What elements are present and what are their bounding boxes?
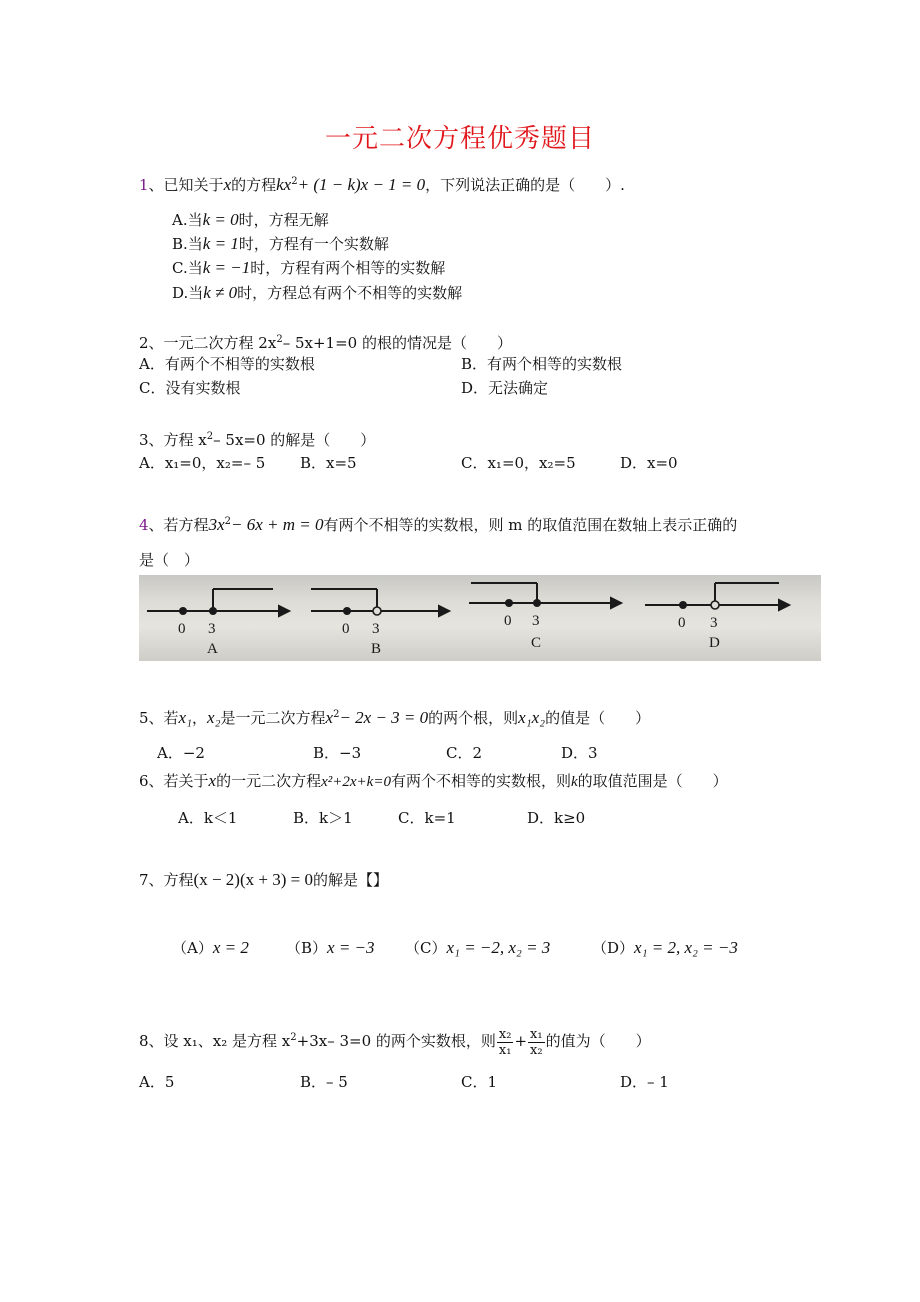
- question-1-option-a: A.当k = 0时，方程无解: [172, 210, 329, 229]
- label-a-three: 3: [208, 621, 216, 637]
- question-6-option-b: B．k＞1: [293, 809, 353, 827]
- label-c-zero: 0: [504, 613, 512, 629]
- page-title: 一元二次方程优秀题目: [324, 124, 595, 154]
- question-1-number: 1: [139, 176, 149, 194]
- number-line-figure: [139, 575, 821, 661]
- question-6-option-c: C．k=1: [398, 809, 456, 827]
- question-5-stem: 5、若x₁，x₂是一元二次方程$x^2- 2x - 3 = 0$的两个根，则x₁x₂的值是（ ）: [139, 708, 651, 727]
- question-8-option-c: C．1: [461, 1073, 498, 1091]
- question-7-stem: 7、方程(x − 2)(x + 3) = 0的解是【】: [139, 870, 388, 889]
- dot-d-zero: [679, 601, 687, 609]
- question-2-option-d: D．无法确定: [461, 379, 549, 397]
- fraction-x1-over-x2: $\frac{\text{x₁}}{\text{x₂}}$: [530, 1026, 543, 1058]
- question-5-option-a: A．−2: [157, 744, 205, 762]
- label-c: C: [531, 635, 542, 651]
- question-7-option-a: （A）x = 2: [172, 938, 249, 957]
- dot-c-zero: [505, 599, 513, 607]
- label-b-three: 3: [372, 621, 380, 637]
- label-d-zero: 0: [678, 615, 686, 631]
- dot-a-zero: [179, 607, 187, 615]
- question-3-stem: 3、方程 $x^2-$ 5x=0 的解是（ ）: [139, 431, 376, 449]
- question-1-option-c: C.当k = −1时，方程有两个相等的实数解: [172, 258, 446, 277]
- label-c-three: 3: [532, 613, 540, 629]
- label-a-zero: 0: [178, 621, 186, 637]
- dot-c-three: [533, 599, 541, 607]
- question-5-option-d: D．3: [561, 744, 598, 762]
- question-1-option-d: D.当k ≠ 0时，方程总有两个不相等的实数解: [172, 283, 463, 302]
- question-3-option-c: C．x₁=0，x₂=5: [461, 454, 576, 472]
- question-8-stem: 8、设 x₁、x₂ 是方程 $x^2+3x-$ 3=0 的两个实数根，则 $\frac{\text{x₂}}{\text{x₁}}$ + $\frac{\text{x₁}}{\text{x₂}}$ 的值为（ ）: [139, 1026, 651, 1058]
- question-8-option-b: B．– 5: [300, 1073, 348, 1091]
- question-2-stem: 2、一元二次方程 $2x^2-$ 5x+1=0 的根的情况是（ ）: [139, 334, 512, 352]
- question-4-number: 4: [139, 516, 149, 534]
- question-8-option-a: A．5: [139, 1073, 175, 1091]
- question-2-option-b: B．有两个相等的实数根: [461, 355, 623, 373]
- question-3-option-d: D．x=0: [620, 454, 678, 472]
- question-1-option-b: B.当k = 1时，方程有一个实数解: [172, 234, 389, 253]
- question-6-option-a: A．k＜1: [178, 809, 238, 827]
- question-4-stem-line2: 是（ ）: [139, 551, 200, 569]
- question-8-option-d: D．– 1: [620, 1073, 669, 1091]
- question-3-option-a: A．x₁=0，x₂=– 5: [139, 454, 266, 472]
- label-a: A: [207, 641, 218, 657]
- question-6-stem: 6、若关于x的一元二次方程x²+2x+k=0有两个不相等的实数根，则k的取值范围是（ ）: [139, 771, 728, 790]
- label-b: B: [371, 641, 382, 657]
- question-7-option-d: （D）x₁ = 2, x₂ = −3: [592, 938, 738, 957]
- question-5-option-b: B．−3: [313, 744, 362, 762]
- dot-b-three: [373, 607, 381, 615]
- fraction-x2-over-x1: $\frac{\text{x₂}}{\text{x₁}}$: [498, 1026, 512, 1058]
- question-7-option-c: （C）x₁ = −2, x₂ = 3: [405, 938, 551, 957]
- label-b-zero: 0: [342, 621, 350, 637]
- dot-a-three: [209, 607, 217, 615]
- question-1-stem: 1、已知关于x的方程$kx^2+ (1 - k)x - 1 = 0$，下列说法正确的是（ ）.: [139, 175, 625, 194]
- dot-d-three: [711, 601, 719, 609]
- number-line-drawing: [139, 575, 821, 661]
- question-4-stem: 4、若方程$3x^2- 6x + m = 0$有两个不相等的实数根，则 m 的取值范围在数轴上表示正确的: [139, 515, 738, 534]
- question-6-option-d: D．k≥0: [527, 809, 586, 827]
- question-3-option-b: B．x=5: [300, 454, 357, 472]
- question-2-option-c: C．没有实数根: [139, 379, 241, 397]
- label-d: D: [709, 635, 720, 651]
- question-5-option-c: C．2: [446, 744, 483, 762]
- question-2-option-a: A．有两个不相等的实数根: [139, 355, 315, 373]
- dot-b-zero: [343, 607, 351, 615]
- question-7-option-b: （B）x = −3: [286, 938, 375, 957]
- label-d-three: 3: [710, 615, 718, 631]
